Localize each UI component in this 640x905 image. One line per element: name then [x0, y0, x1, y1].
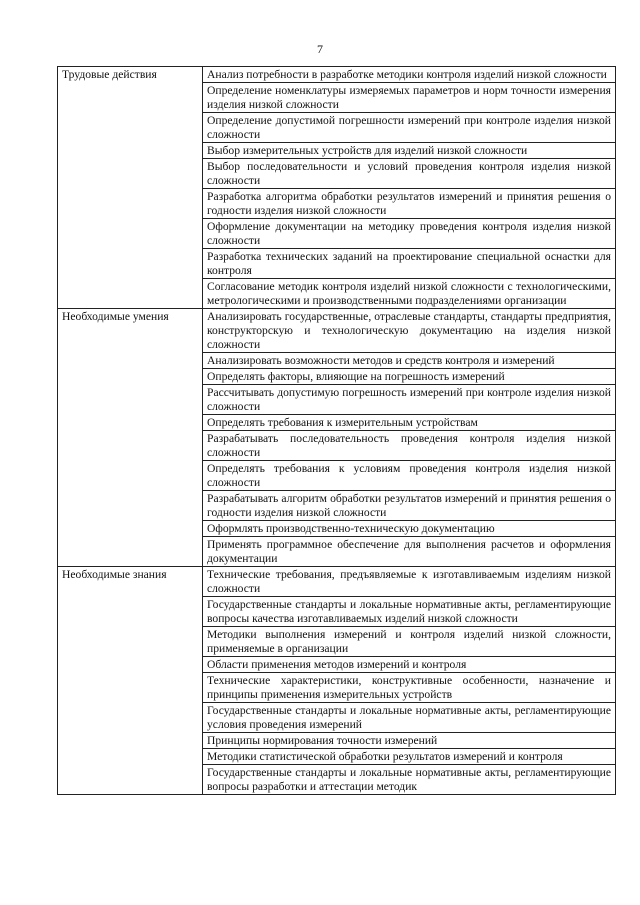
table-cell: Принципы нормирования точности измерений [203, 733, 616, 749]
table-cell: Согласование методик контроля изделий низкой сложности с технологическими, метрологическими и производственными подразделениями организации [203, 279, 616, 309]
table-cell: Анализировать государственные, отраслевые стандарты, стандарты предприятия, конструкторскую и технологическую документацию на изделия низкой сложности [203, 309, 616, 353]
table-row [58, 309, 616, 353]
table-row [58, 567, 616, 597]
table-cell: Определение допустимой погрешности измерений при контроле изделия низкой сложности [203, 113, 616, 143]
table-cell: Методики статистической обработки результатов измерений и контроля [203, 749, 616, 765]
table-cell: Разрабатывать алгоритм обработки результатов измерений и принятия решения о годности изделия низкой сложности [203, 491, 616, 521]
table-cell: Государственные стандарты и локальные нормативные акты, регламентирующие условия проведения измерений [203, 703, 616, 733]
table-cell: Анализировать возможности методов и средств контроля и измерений [203, 353, 616, 369]
table-cell: Применять программное обеспечение для выполнения расчетов и оформления документации [203, 537, 616, 567]
table-cell: Анализ потребности в разработке методики контроля изделий низкой сложности [203, 67, 616, 83]
table-cell: Методики выполнения измерений и контроля изделий низкой сложности, применяемые в организации [203, 627, 616, 657]
table-cell: Государственные стандарты и локальные нормативные акты, регламентирующие вопросы разработки и аттестации методик [203, 765, 616, 795]
category-cell: Необходимые умения [58, 309, 203, 567]
table-cell: Технические требования, предъявляемые к изготавливаемым изделиям низкой сложности [203, 567, 616, 597]
table-cell: Области применения методов измерений и контроля [203, 657, 616, 673]
table-cell: Выбор последовательности и условий проведения контроля изделия низкой сложности [203, 159, 616, 189]
table-cell: Разработка технических заданий на проектирование специальной оснастки для контроля [203, 249, 616, 279]
table-cell: Определение номенклатуры измеряемых параметров и норм точности измерения изделия низкой сложности [203, 83, 616, 113]
table-cell: Рассчитывать допустимую погрешность измерений при контроле изделия низкой сложности [203, 385, 616, 415]
table-cell: Оформление документации на методику проведения контроля изделия низкой сложности [203, 219, 616, 249]
page-number: 7 [317, 42, 323, 56]
table-cell: Разработка алгоритма обработки результатов измерений и принятия решения о годности изделия низкой сложности [203, 189, 616, 219]
table-cell: Разрабатывать последовательность проведения контроля изделия низкой сложности [203, 431, 616, 461]
category-cell: Необходимые знания [58, 567, 203, 795]
category-cell: Трудовые действия [58, 67, 203, 309]
table-row [58, 67, 616, 83]
table-cell: Государственные стандарты и локальные нормативные акты, регламентирующие вопросы качества изготавливаемых изделий низкой сложности [203, 597, 616, 627]
table-cell: Технические характеристики, конструктивные особенности, назначение и принципы применения измерительных устройств [203, 673, 616, 703]
table-cell: Определять факторы, влияющие на погрешность измерений [203, 369, 616, 385]
table-cell: Определять требования к условиям проведения контроля изделия низкой сложности [203, 461, 616, 491]
table-cell: Определять требования к измерительным устройствам [203, 415, 616, 431]
requirements-table [57, 66, 616, 795]
table-cell: Оформлять производственно-техническую документацию [203, 521, 616, 537]
table-cell: Выбор измерительных устройств для изделий низкой сложности [203, 143, 616, 159]
